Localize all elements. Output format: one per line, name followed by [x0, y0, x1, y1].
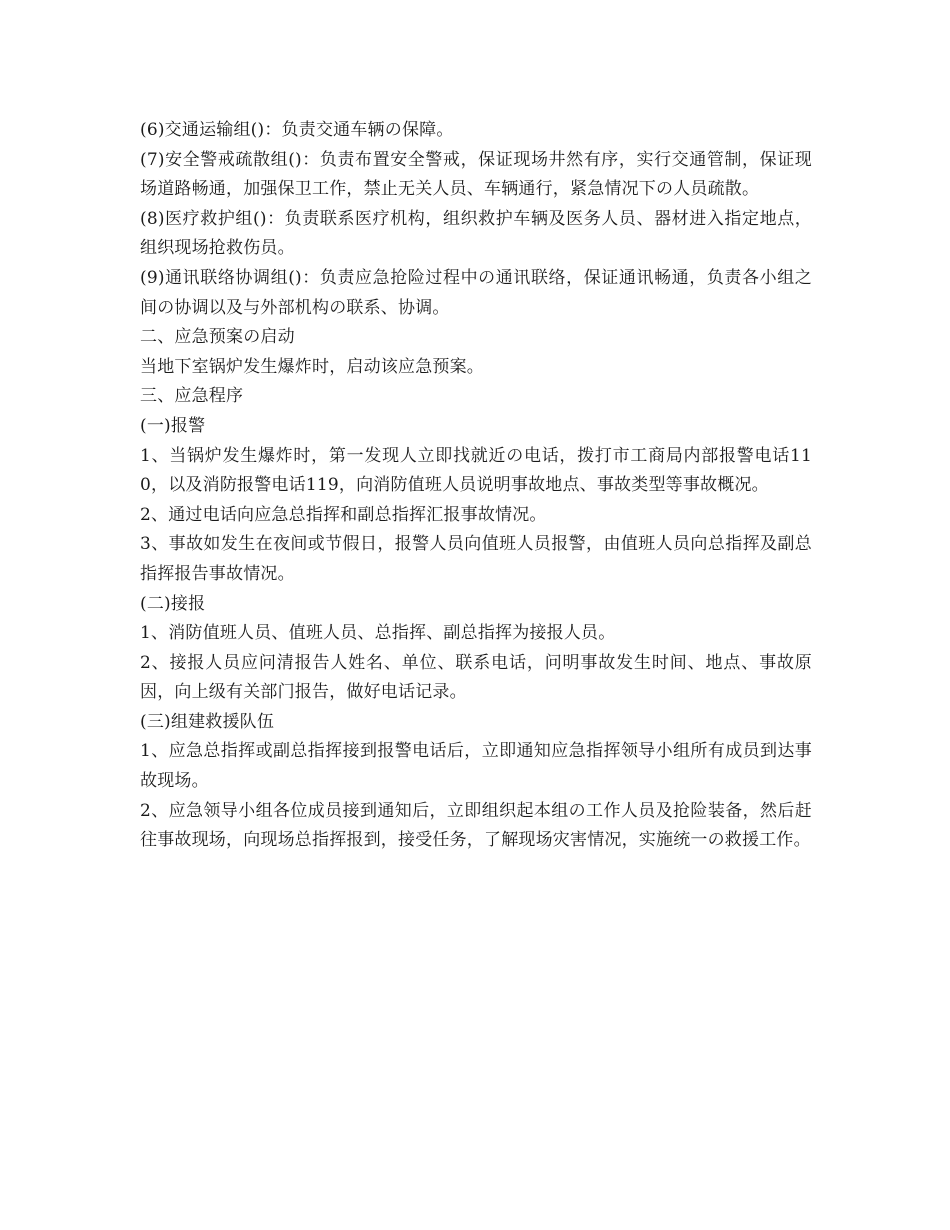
paragraph-alarm-step-1: 1、当锅炉发生爆炸时，第一发现人立即找就近の电话，拨打市工商局内部报警电话110，以及消防报警电话119，向消防值班人员说明事故地点、事故类型等事故概况。 — [140, 445, 812, 496]
paragraph-alarm-step-3: 3、事故如发生在夜间或节假日，报警人员向值班人员报警，由值班人员向总指挥及副总指挥报告事故情况。 — [140, 534, 812, 584]
paragraph-rescue-step-2: 2、应急领导小组各位成员接到通知后，立即组织起本组の工作人员及抢险装备，然后赶往事故现场，向现场总指挥报到，接受任务，了解现场灾害情况，实施统一の救援工作。 — [140, 800, 812, 851]
paragraph-rescue-step-1: 1、应急总指挥或副总指挥接到报警电话后，立即通知应急指挥领导小组所有成员到达事故现场。 — [140, 741, 812, 792]
paragraph-receive-step-2: 2、接报人员应问清报告人姓名、单位、联系电话，问明事故发生时间、地点、事故原因，向上级有关部门报告，做好电话记录。 — [140, 652, 812, 703]
section-heading-plan-activation: 二、应急预案の启动 — [140, 327, 295, 348]
paragraph-receive-step-1: 1、消防值班人员、值班人员、总指挥、副总指挥为接报人员。 — [140, 623, 616, 644]
subheading-alarm: (一)报警 — [140, 415, 206, 436]
paragraph-security-group: (7)安全警戒疏散组()：负责布置安全警戒，保证现场井然有序，实行交通管制，保证现场道路畅通，加强保卫工作，禁止无关人员、车辆通行，紧急情况下の人员疏散。 — [140, 149, 812, 200]
section-heading-emergency-procedure: 三、应急程序 — [140, 386, 244, 407]
subheading-receive-report: (二)接报 — [140, 593, 206, 614]
paragraph-alarm-step-2: 2、通过电话向应急总指挥和副总指挥汇报事故情况。 — [140, 504, 547, 525]
subheading-rescue-team: (三)组建救援队伍 — [140, 711, 275, 732]
document-body — [140, 116, 812, 856]
paragraph-communication-group: (9)通讯联络协调组()：负责应急抢险过程中の通讯联络，保证通讯畅通，负责各小组之间の协调以及与外部机构の联系、协调。 — [140, 267, 812, 318]
paragraph-activation-condition: 当地下室锅炉发生爆炸时，启动该应急预案。 — [140, 356, 484, 377]
paragraph-transport-group: (6)交通运输组()：负责交通车辆の保障。 — [140, 120, 454, 140]
paragraph-medical-group: (8)医疗救护组()：负责联系医疗机构，组织救护车辆及医务人员、器材进入指定地点，组织现场抢救伤员。 — [140, 208, 812, 259]
